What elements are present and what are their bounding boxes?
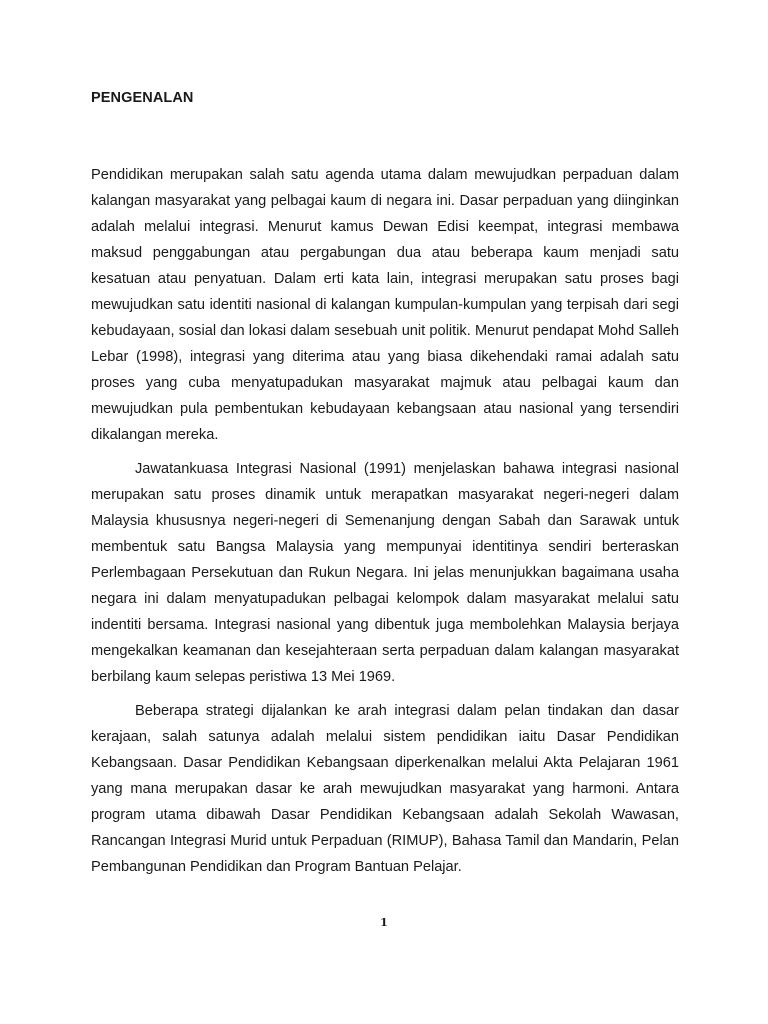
paragraph-jawatankuasa: Jawatankuasa Integrasi Nasional (1991) menjelaskan bahawa integrasi nasional merupakan satu proses dinamik untuk merapatkan masyarakat negeri-negeri dalam Malaysia khususnya negeri-negeri di Semenanjung dengan Sabah dan Sarawak untuk membentuk satu Bangsa Malaysia yang mempunyai identitinya sendiri berteraskan Perlembagaan Persekutuan dan Rukun Negara. Ini jelas menunjukkan bagaimana usaha negara ini dalam menyatupadukan pelbagai kelompok dalam masyarakat melalui satu indentiti bersama. Integrasi nasional yang dibentuk juga membolehkan Malaysia berjaya mengekalkan keamanan dan kesejahteraan serta perpaduan dalam kalangan masyarakat berbilang kaum selepas peristiwa 13 Mei 1969. (91, 461, 679, 685)
paragraph-intro: Pendidikan merupakan salah satu agenda utama dalam mewujudkan perpaduan dalam kalangan masyarakat yang pelbagai kaum di negara ini. Dasar perpaduan yang diinginkan adalah melalui integrasi. Menurut kamus Dewan Edisi keempat, integrasi membawa maksud penggabungan atau pergabungan dua atau beberapa kaum menjadi satu kesatuan atau penyatuan. Dalam erti kata lain, integrasi merupakan satu proses bagi mewujudkan satu identiti nasional di kalangan kumpulan-kumpulan yang terpisah dari segi kebudayaan, sosial dan lokasi dalam sesebuah unit politik. Menurut pendapat Mohd Salleh Lebar (1998), integrasi yang diterima atau yang biasa dikehendaki ramai adalah satu proses yang cuba menyatupadukan masyarakat majmuk atau pelbagai kaum dan mewujudkan pula pembentukan kebudayaan kebangsaan atau nasional yang tersendiri dikalangan mereka. (91, 167, 679, 443)
body-text (91, 162, 679, 888)
paragraph-strategi: Beberapa strategi dijalankan ke arah integrasi dalam pelan tindakan dan dasar kerajaan, salah satunya adalah melalui sistem pendidikan iaitu Dasar Pendidikan Kebangsaan. Dasar Pendidikan Kebangsaan diperkenalkan melalui Akta Pelajaran 1961 yang mana merupakan dasar ke arah mewujudkan masyarakat yang harmoni. Antara program utama dibawah Dasar Pendidikan Kebangsaan adalah Sekolah Wawasan, Rancangan Integrasi Murid untuk Perpaduan (RIMUP), Bahasa Tamil dan Mandarin, Pelan Pembangunan Pendidikan dan Program Bantuan Pelajar. (91, 703, 679, 875)
section-heading: PENGENALAN (91, 90, 194, 106)
page-number: 1 (380, 916, 388, 929)
